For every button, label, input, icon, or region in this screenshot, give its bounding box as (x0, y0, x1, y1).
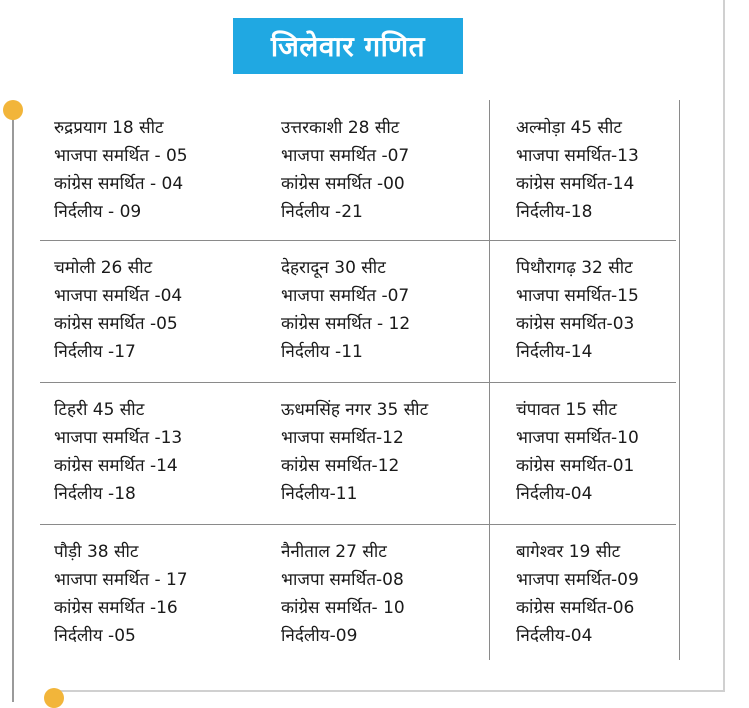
district-title: चमोली 26 सीट (54, 258, 153, 278)
bjp-supported-count: भाजपा समर्थित-10 (516, 428, 639, 448)
bjp-supported-count: भाजपा समर्थित -07 (281, 146, 410, 166)
congress-supported-count: कांग्रेस समर्थित - 04 (54, 174, 184, 194)
frame-bottom-border (58, 690, 725, 692)
congress-supported-count: कांग्रेस समर्थित -14 (54, 456, 178, 476)
district-cell (253, 240, 490, 382)
district-cell (40, 382, 253, 524)
independent-count: निर्दलीय-18 (516, 202, 593, 222)
congress-supported-count: कांग्रेस समर्थित -05 (54, 314, 178, 334)
row-divider (40, 382, 676, 383)
bjp-supported-count: भाजपा समर्थित-08 (281, 570, 404, 590)
independent-count: निर्दलीय -05 (54, 626, 136, 646)
district-cell (40, 100, 253, 240)
bjp-supported-count: भाजपा समर्थित - 05 (54, 146, 188, 166)
congress-supported-count: कांग्रेस समर्थित - 12 (281, 314, 411, 334)
congress-supported-count: कांग्रेस समर्थित- 10 (281, 598, 405, 618)
district-cell (253, 382, 490, 524)
banner-title: जिलेवार गणित (233, 18, 463, 74)
district-title: बागेश्वर 19 सीट (516, 542, 621, 562)
timeline-line (12, 112, 14, 702)
independent-count: निर्दलीय - 09 (54, 202, 142, 222)
independent-count: निर्दलीय -11 (281, 342, 363, 362)
district-title: पौड़ी 38 सीट (54, 542, 139, 562)
district-cell (490, 524, 680, 660)
district-grid (40, 100, 680, 660)
district-title: देहरादून 30 सीट (281, 258, 386, 278)
independent-count: निर्दलीय-11 (281, 484, 358, 504)
district-title: उत्तरकाशी 28 सीट (281, 118, 400, 138)
congress-supported-count: कांग्रेस समर्थित-01 (516, 456, 635, 476)
bjp-supported-count: भाजपा समर्थित-15 (516, 286, 639, 306)
district-title: टिहरी 45 सीट (54, 400, 145, 420)
bjp-supported-count: भाजपा समर्थित-09 (516, 570, 639, 590)
independent-count: निर्दलीय-09 (281, 626, 358, 646)
bjp-supported-count: भाजपा समर्थित -04 (54, 286, 183, 306)
row-divider (40, 524, 676, 525)
district-cell (490, 240, 680, 382)
independent-count: निर्दलीय -17 (54, 342, 136, 362)
bjp-supported-count: भाजपा समर्थित -13 (54, 428, 183, 448)
district-title: अल्मोड़ा 45 सीट (516, 118, 622, 138)
congress-supported-count: कांग्रेस समर्थित -00 (281, 174, 405, 194)
independent-count: निर्दलीय-14 (516, 342, 593, 362)
district-title: रुद्रप्रयाग 18 सीट (54, 118, 164, 138)
district-cell (253, 524, 490, 660)
district-cell (40, 240, 253, 382)
congress-supported-count: कांग्रेस समर्थित -16 (54, 598, 178, 618)
congress-supported-count: कांग्रेस समर्थित-06 (516, 598, 635, 618)
independent-count: निर्दलीय -18 (54, 484, 136, 504)
congress-supported-count: कांग्रेस समर्थित-14 (516, 174, 635, 194)
bjp-supported-count: भाजपा समर्थित - 17 (54, 570, 188, 590)
bjp-supported-count: भाजपा समर्थित -07 (281, 286, 410, 306)
district-title: नैनीताल 27 सीट (281, 542, 387, 562)
district-title: ऊधमसिंह नगर 35 सीट (281, 400, 429, 420)
bjp-supported-count: भाजपा समर्थित-13 (516, 146, 639, 166)
district-cell (490, 100, 680, 240)
frame-right-border (723, 0, 725, 690)
timeline-dot-top (3, 100, 23, 120)
congress-supported-count: कांग्रेस समर्थित-12 (281, 456, 400, 476)
district-cell (490, 382, 680, 524)
district-cell (40, 524, 253, 660)
district-title: चंपावत 15 सीट (516, 400, 617, 420)
district-cell (253, 100, 490, 240)
district-title: पिथौरागढ़ 32 सीट (516, 258, 633, 278)
independent-count: निर्दलीय-04 (516, 626, 593, 646)
row-divider (40, 240, 676, 241)
independent-count: निर्दलीय -21 (281, 202, 363, 222)
timeline-dot-bottom (44, 688, 64, 708)
independent-count: निर्दलीय-04 (516, 484, 593, 504)
bjp-supported-count: भाजपा समर्थित-12 (281, 428, 404, 448)
congress-supported-count: कांग्रेस समर्थित-03 (516, 314, 635, 334)
